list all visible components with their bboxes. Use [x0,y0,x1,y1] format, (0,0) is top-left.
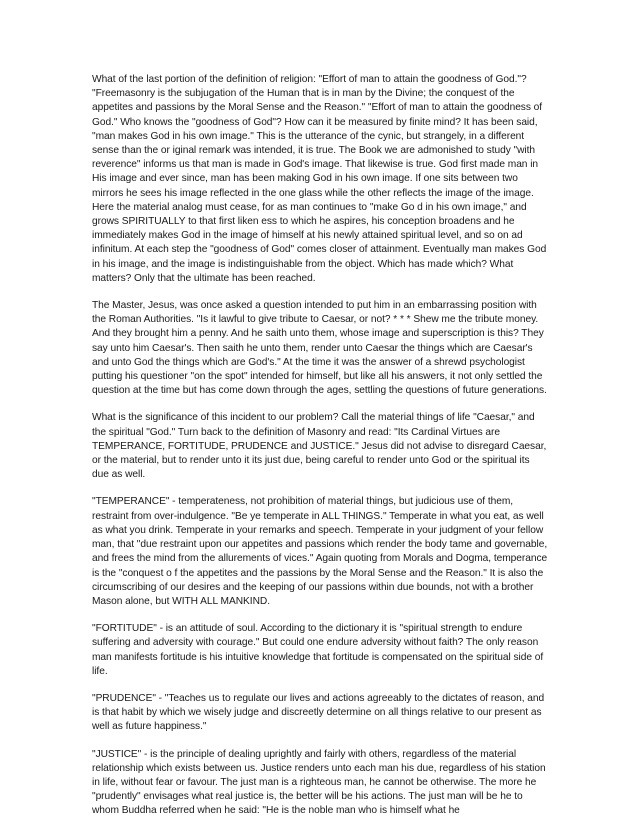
paragraph-justice: "JUSTICE" - is the principle of dealing uprightly and fairly with others, regardless of the material relationship which exists between us. Justice renders unto each man his due, regardless of his station in life, without fear or favour. The just man is a righteous man, he cannot be otherwise. The more he "prudently" envisages what real justice is, the better will be his actions. The just man will be he to whom Buddha referred when he said: "He is the noble man who is himself what he [92,748,546,817]
paragraph-prudence: "PRUDENCE" - "Teaches us to regulate our lives and actions agreeably to the dictates of reason, and is that habit by which we wisely judge and discreetly determine on all things relative to our present as well as future happiness." [92,692,545,733]
body-text [92,73,548,832]
paragraph-fortitude: "FORTITUDE" - is an attitude of soul. According to the dictionary it is "spiritual strength to endure suffering and adversity with courage." But could one endure adversity without faith? The only reason man manifests fortitude is his intuitive knowledge that fortitude is compensated on the spiritual side of life. [92,623,544,677]
paragraph-temperance: "TEMPERANCE" - temperateness, not prohibition of material things, but judicious use of them, restraint from over-indulgence. "Be ye temperate in ALL THINGS." Temperate in what you eat, as well as what you drink. Temperate in your remarks and speech. Temperate in your judgment of your fellow man, that "due restraint upon our appetites and passions which render the body tame and governable, and frees the mind from the allurements of vices." Again quoting from Morals and Dogma, temperance is the "conquest o f the appetites and the passions by the Moral Sense and the Reason." It is also the circumscribing of our desires and the keeping of our passions within due bounds, not with a brother Mason alone, but WITH ALL MANKIND. [92,496,548,607]
paragraph-goodness-of-god: What of the last portion of the definition of religion: "Effort of man to attain the goodness of God."? "Freemasonry is the subjugation of the Human that is in man by the Divine; the conquest of the appetites and passions by the Moral Sense and the Reason." "Effort of man to attain the goodness of God." Who knows the "goodness of God"? How can it be measured by finite mind? It has been said, "man makes God in his own image." This is the utterance of the cynic, but strangely, in a different sense than the or iginal remark was intended, it is true. The Book we are admonished to study "with reverence" informs us that man is made in God's image. That likewise is true. God first made man in His image and ever since, man has been making God in his own image. If one sits between two mirrors he sees his image reflected in the one glass while the other reflects the image of the image. Here the material analog must cease, for as man continues to "make Go d in his own image," and grows SPIRITUALLY to that first liken ess to which he aspires, his conception broadens and he immediately makes God in the image of himself at his newly attained spiritual level, and so on ad infinitum. At each step the "goodness of God" comes closer of attainment. Eventually man makes God in his image, and the image is indistinguishable from the object. Which has made which? What matters? Only that the ultimate has been reached. [92,74,547,284]
paragraph-tribute-to-caesar: The Master, Jesus, was once asked a question intended to put him in an embarrassing position with the Roman Authorities. "Is it lawful to give tribute to Caesar, or not? * * * Shew me the tribute money. And they brought him a penny. And he saith unto them, whose image and superscription is this? They say unto him Caesar's. Then saith he unto them, render unto Caesar the things which are Caesar's and unto God the things which are God's." At the time it was the answer of a shrewd psychologist putting his questioner "on the spot" intended for himself, but like all his answers, it not only settled the question at the time but has come down through the ages, settling the questions of future generations. [92,300,547,397]
paragraph-cardinal-virtues: What is the significance of this incident to our problem? Call the material things of life "Caesar," and the spiritual "God." Turn back to the definition of Masonry and read: "Its Cardinal Virtues are TEMPERANCE, FORTITUDE, PRUDENCE and JUSTICE." Jesus did not advise to disregard Caesar, or the material, but to render unto it its just due, being careful to render unto God or the spiritual its due as well. [92,412,547,481]
